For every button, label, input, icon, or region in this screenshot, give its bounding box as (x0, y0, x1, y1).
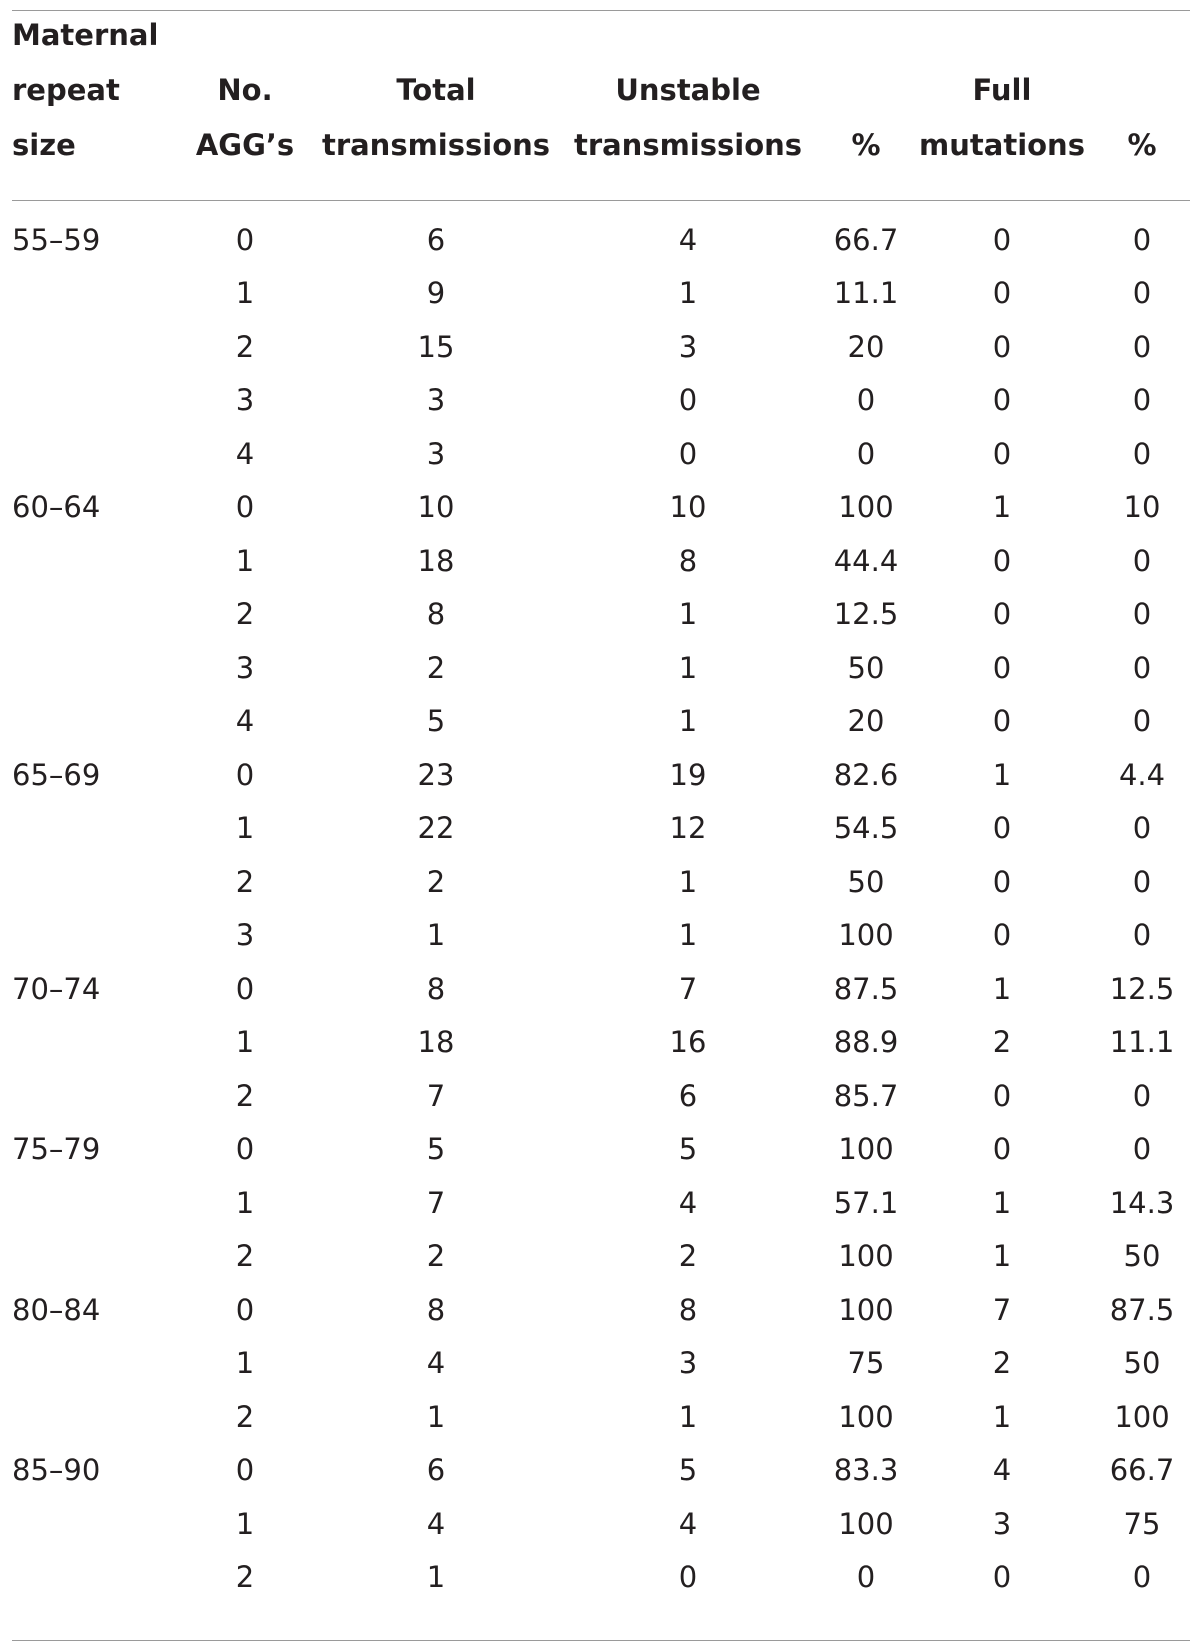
cell-full-mutations: 1 (992, 490, 1012, 525)
cell-unstable-transmissions: 6 (678, 1078, 698, 1113)
table-row (12, 962, 1190, 1016)
cell-total-transmissions: 3 (426, 383, 446, 418)
cell-full-mutations: 0 (992, 918, 1012, 953)
cell-total-transmissions: 1 (426, 1399, 446, 1434)
cell-unstable-transmissions: 0 (678, 1560, 698, 1595)
header-maternal-repeat-size (12, 0, 172, 185)
cell-unstable-transmissions: 12 (669, 811, 707, 846)
cell-total-transmissions: 7 (426, 1078, 446, 1113)
cell-no-aggs: 2 (235, 864, 255, 899)
cell-unstable-transmissions: 7 (678, 971, 698, 1006)
cell-unstable-transmissions: 2 (678, 1239, 698, 1274)
cell-unstable-transmissions: 8 (678, 543, 698, 578)
cell-full-mutations-percent: 0 (1132, 1132, 1152, 1167)
bottom-rule (12, 1640, 1190, 1641)
table-row (12, 909, 1190, 963)
cell-total-transmissions: 7 (426, 1185, 446, 1220)
cell-unstable-transmissions: 5 (678, 1453, 698, 1488)
cell-repeat-size: 75–79 (12, 1132, 101, 1167)
cell-repeat-size: 55–59 (12, 222, 101, 257)
cell-repeat-size (12, 909, 172, 963)
cell-unstable-transmissions: 0 (678, 383, 698, 418)
header-line: transmissions (321, 128, 551, 162)
cell-no-aggs: 3 (235, 650, 255, 685)
cell-repeat-size (12, 1497, 172, 1551)
cell-full-mutations-percent: 0 (1132, 1560, 1152, 1595)
cell-full-mutations: 0 (992, 704, 1012, 739)
cell-full-mutations: 2 (992, 1346, 1012, 1381)
cell-full-mutations: 3 (992, 1506, 1012, 1541)
table-row (12, 1123, 1190, 1177)
cell-total-transmissions: 2 (426, 650, 446, 685)
cell-total-transmissions: 5 (426, 704, 446, 739)
cell-no-aggs: 3 (235, 383, 255, 418)
table-row (12, 481, 1190, 535)
cell-full-mutations-percent: 0 (1132, 864, 1152, 899)
cell-repeat-size (12, 1016, 172, 1070)
cell-full-mutations: 0 (992, 436, 1012, 471)
cell-unstable-percent: 50 (847, 864, 885, 899)
cell-full-mutations: 0 (992, 650, 1012, 685)
cell-unstable-transmissions: 19 (669, 757, 707, 792)
header-line: % (1127, 128, 1157, 162)
cell-repeat-size (12, 588, 172, 642)
cell-full-mutations-percent: 66.7 (1109, 1453, 1175, 1488)
cell-unstable-percent: 100 (838, 1506, 894, 1541)
cell-unstable-percent: 20 (847, 329, 885, 364)
cell-full-mutations-percent: 100 (1114, 1399, 1170, 1434)
cell-repeat-size (12, 855, 172, 909)
cell-repeat-size: 70–74 (12, 971, 101, 1006)
cell-repeat-size (12, 534, 172, 588)
cell-no-aggs: 0 (235, 1453, 255, 1488)
cell-total-transmissions: 6 (426, 1453, 446, 1488)
cell-unstable-percent: 82.6 (833, 757, 899, 792)
cell-unstable-percent: 83.3 (833, 1453, 899, 1488)
cell-full-mutations-percent: 0 (1132, 1078, 1152, 1113)
cell-unstable-percent: 54.5 (833, 811, 899, 846)
table-row (12, 1230, 1190, 1284)
table-row (12, 1176, 1190, 1230)
cell-no-aggs: 0 (235, 1132, 255, 1167)
cell-unstable-percent: 11.1 (833, 276, 899, 311)
cell-unstable-transmissions: 1 (678, 704, 698, 739)
cell-total-transmissions: 4 (426, 1506, 446, 1541)
cell-unstable-percent: 0 (856, 383, 876, 418)
header-line: Maternal (12, 18, 159, 52)
header-line: size (12, 128, 76, 162)
cell-full-mutations: 0 (992, 1078, 1012, 1113)
cell-unstable-percent: 88.9 (833, 1025, 899, 1060)
cell-full-mutations-percent: 10 (1123, 490, 1161, 525)
table-row (12, 427, 1190, 481)
table-body (12, 185, 1190, 1604)
cell-unstable-transmissions: 8 (678, 1292, 698, 1327)
cell-unstable-transmissions: 0 (678, 436, 698, 471)
cell-full-mutations: 4 (992, 1453, 1012, 1488)
cell-no-aggs: 2 (235, 1078, 255, 1113)
cell-repeat-size: 60–64 (12, 490, 101, 525)
cell-full-mutations-percent: 0 (1132, 918, 1152, 953)
cell-no-aggs: 3 (235, 918, 255, 953)
table-row (12, 1444, 1190, 1498)
cell-total-transmissions: 5 (426, 1132, 446, 1167)
cell-unstable-percent: 100 (838, 1292, 894, 1327)
cell-no-aggs: 1 (235, 811, 255, 846)
table-header (12, 0, 1190, 185)
cell-unstable-percent: 87.5 (833, 971, 899, 1006)
cell-total-transmissions: 23 (417, 757, 455, 792)
cell-full-mutations: 1 (992, 971, 1012, 1006)
cell-unstable-percent: 100 (838, 1132, 894, 1167)
cell-total-transmissions: 6 (426, 222, 446, 257)
cell-unstable-percent: 44.4 (833, 543, 899, 578)
cell-full-mutations-percent: 0 (1132, 383, 1152, 418)
cell-full-mutations-percent: 0 (1132, 597, 1152, 632)
cell-repeat-size: 85–90 (12, 1453, 101, 1488)
cell-full-mutations-percent: 0 (1132, 650, 1152, 685)
cell-no-aggs: 2 (235, 1239, 255, 1274)
cell-no-aggs: 1 (235, 276, 255, 311)
header-unstable-transmissions (554, 0, 822, 185)
header-row (12, 0, 1190, 185)
cell-no-aggs: 0 (235, 490, 255, 525)
cell-unstable-transmissions: 3 (678, 1346, 698, 1381)
header-rule (12, 200, 1190, 201)
table-row (12, 855, 1190, 909)
cell-total-transmissions: 22 (417, 811, 455, 846)
cell-full-mutations: 0 (992, 276, 1012, 311)
table-row (12, 267, 1190, 321)
cell-unstable-percent: 100 (838, 918, 894, 953)
cell-full-mutations-percent: 0 (1132, 811, 1152, 846)
cell-repeat-size (12, 695, 172, 749)
cell-unstable-percent: 0 (856, 1560, 876, 1595)
cell-unstable-percent: 57.1 (833, 1185, 899, 1220)
table-row (12, 1069, 1190, 1123)
cell-unstable-transmissions: 3 (678, 329, 698, 364)
cell-no-aggs: 2 (235, 597, 255, 632)
cell-no-aggs: 0 (235, 971, 255, 1006)
cell-full-mutations: 0 (992, 864, 1012, 899)
cell-full-mutations: 1 (992, 1399, 1012, 1434)
cell-repeat-size (12, 802, 172, 856)
cell-repeat-size (12, 1069, 172, 1123)
cell-full-mutations: 1 (992, 1185, 1012, 1220)
cell-repeat-size: 65–69 (12, 757, 101, 792)
table-row (12, 1497, 1190, 1551)
cell-total-transmissions: 3 (426, 436, 446, 471)
table-row (12, 748, 1190, 802)
cell-total-transmissions: 18 (417, 1025, 455, 1060)
cell-unstable-transmissions: 1 (678, 650, 698, 685)
cell-full-mutations-percent: 87.5 (1109, 1292, 1175, 1327)
cell-total-transmissions: 4 (426, 1346, 446, 1381)
cell-unstable-percent: 12.5 (833, 597, 899, 632)
table-row (12, 1337, 1190, 1391)
cell-no-aggs: 2 (235, 1560, 255, 1595)
table-row (12, 695, 1190, 749)
cell-no-aggs: 1 (235, 1025, 255, 1060)
cell-unstable-transmissions: 4 (678, 1506, 698, 1541)
cell-repeat-size (12, 320, 172, 374)
cell-repeat-size (12, 1176, 172, 1230)
cell-unstable-transmissions: 1 (678, 276, 698, 311)
cell-unstable-percent: 100 (838, 490, 894, 525)
cell-no-aggs: 4 (235, 436, 255, 471)
cell-total-transmissions: 10 (417, 490, 455, 525)
cell-unstable-transmissions: 1 (678, 1399, 698, 1434)
header-unstable-percent (822, 0, 910, 185)
cell-total-transmissions: 2 (426, 1239, 446, 1274)
table-row (12, 1016, 1190, 1070)
cell-unstable-transmissions: 16 (669, 1025, 707, 1060)
header-line: % (851, 128, 881, 162)
cell-unstable-transmissions: 10 (669, 490, 707, 525)
cell-full-mutations: 0 (992, 222, 1012, 257)
cell-repeat-size (12, 1230, 172, 1284)
cell-no-aggs: 0 (235, 1292, 255, 1327)
cell-full-mutations-percent: 0 (1132, 276, 1152, 311)
cell-unstable-transmissions: 1 (678, 597, 698, 632)
cell-full-mutations: 7 (992, 1292, 1012, 1327)
cell-unstable-transmissions: 4 (678, 222, 698, 257)
cell-full-mutations-percent: 50 (1123, 1239, 1161, 1274)
cell-full-mutations: 1 (992, 1239, 1012, 1274)
cell-repeat-size (12, 267, 172, 321)
cell-full-mutations-percent: 12.5 (1109, 971, 1175, 1006)
table-row (12, 802, 1190, 856)
cell-repeat-size (12, 374, 172, 428)
cell-full-mutations-percent: 50 (1123, 1346, 1161, 1381)
header-line: mutations (919, 128, 1085, 162)
cell-no-aggs: 0 (235, 222, 255, 257)
cell-repeat-size: 80–84 (12, 1292, 101, 1327)
cell-full-mutations: 0 (992, 1132, 1012, 1167)
cell-unstable-percent: 66.7 (833, 222, 899, 257)
cell-total-transmissions: 8 (426, 971, 446, 1006)
cell-total-transmissions: 8 (426, 597, 446, 632)
cell-full-mutations-percent: 11.1 (1109, 1025, 1175, 1060)
cell-full-mutations-percent: 0 (1132, 436, 1152, 471)
table-row (12, 1283, 1190, 1337)
cell-total-transmissions: 1 (426, 918, 446, 953)
header-line: Unstable (615, 73, 761, 107)
cell-unstable-percent: 0 (856, 436, 876, 471)
header-full-mutations (910, 0, 1094, 185)
cell-unstable-percent: 75 (847, 1346, 885, 1381)
cell-total-transmissions: 9 (426, 276, 446, 311)
cell-full-mutations-percent: 0 (1132, 704, 1152, 739)
cell-repeat-size (12, 1390, 172, 1444)
table-row (12, 588, 1190, 642)
cell-full-mutations: 0 (992, 329, 1012, 364)
cell-repeat-size (12, 641, 172, 695)
table-row (12, 1551, 1190, 1605)
cell-total-transmissions: 1 (426, 1560, 446, 1595)
cell-no-aggs: 1 (235, 1185, 255, 1220)
cell-full-mutations-percent: 4.4 (1118, 757, 1166, 792)
transmission-table (12, 0, 1190, 1604)
header-line: transmissions (573, 128, 803, 162)
cell-repeat-size (12, 1551, 172, 1605)
cell-no-aggs: 4 (235, 704, 255, 739)
table-row (12, 641, 1190, 695)
cell-total-transmissions: 18 (417, 543, 455, 578)
cell-unstable-percent: 20 (847, 704, 885, 739)
cell-no-aggs: 1 (235, 1506, 255, 1541)
cell-unstable-transmissions: 1 (678, 918, 698, 953)
cell-full-mutations-percent: 0 (1132, 543, 1152, 578)
cell-full-mutations-percent: 0 (1132, 329, 1152, 364)
header-line: Full (972, 73, 1032, 107)
cell-full-mutations-percent: 0 (1132, 222, 1152, 257)
table-row (12, 374, 1190, 428)
cell-unstable-transmissions: 5 (678, 1132, 698, 1167)
header-full-mutations-percent (1094, 0, 1190, 185)
table-row (12, 1390, 1190, 1444)
cell-repeat-size (12, 427, 172, 481)
cell-full-mutations-percent: 75 (1123, 1506, 1161, 1541)
cell-unstable-percent: 100 (838, 1399, 894, 1434)
cell-no-aggs: 2 (235, 1399, 255, 1434)
cell-unstable-percent: 100 (838, 1239, 894, 1274)
header-total-transmissions (318, 0, 554, 185)
cell-full-mutations: 2 (992, 1025, 1012, 1060)
cell-repeat-size (12, 1337, 172, 1391)
cell-full-mutations-percent: 14.3 (1109, 1185, 1175, 1220)
cell-unstable-percent: 50 (847, 650, 885, 685)
cell-total-transmissions: 2 (426, 864, 446, 899)
header-line: repeat (12, 73, 120, 107)
header-line: Total (396, 73, 476, 107)
cell-full-mutations: 0 (992, 543, 1012, 578)
cell-total-transmissions: 8 (426, 1292, 446, 1327)
cell-no-aggs: 1 (235, 543, 255, 578)
table-row (12, 185, 1190, 267)
cell-unstable-transmissions: 1 (678, 864, 698, 899)
table-row (12, 320, 1190, 374)
cell-no-aggs: 2 (235, 329, 255, 364)
cell-full-mutations: 0 (992, 597, 1012, 632)
table-row (12, 534, 1190, 588)
header-line: AGG’s (195, 128, 295, 162)
cell-no-aggs: 0 (235, 757, 255, 792)
cell-no-aggs: 1 (235, 1346, 255, 1381)
cell-full-mutations: 1 (992, 757, 1012, 792)
header-no-aggs (172, 0, 318, 185)
cell-full-mutations: 0 (992, 1560, 1012, 1595)
cell-total-transmissions: 15 (417, 329, 455, 364)
cell-unstable-percent: 85.7 (833, 1078, 899, 1113)
cell-unstable-transmissions: 4 (678, 1185, 698, 1220)
header-line: No. (217, 73, 273, 107)
cell-full-mutations: 0 (992, 811, 1012, 846)
cell-full-mutations: 0 (992, 383, 1012, 418)
